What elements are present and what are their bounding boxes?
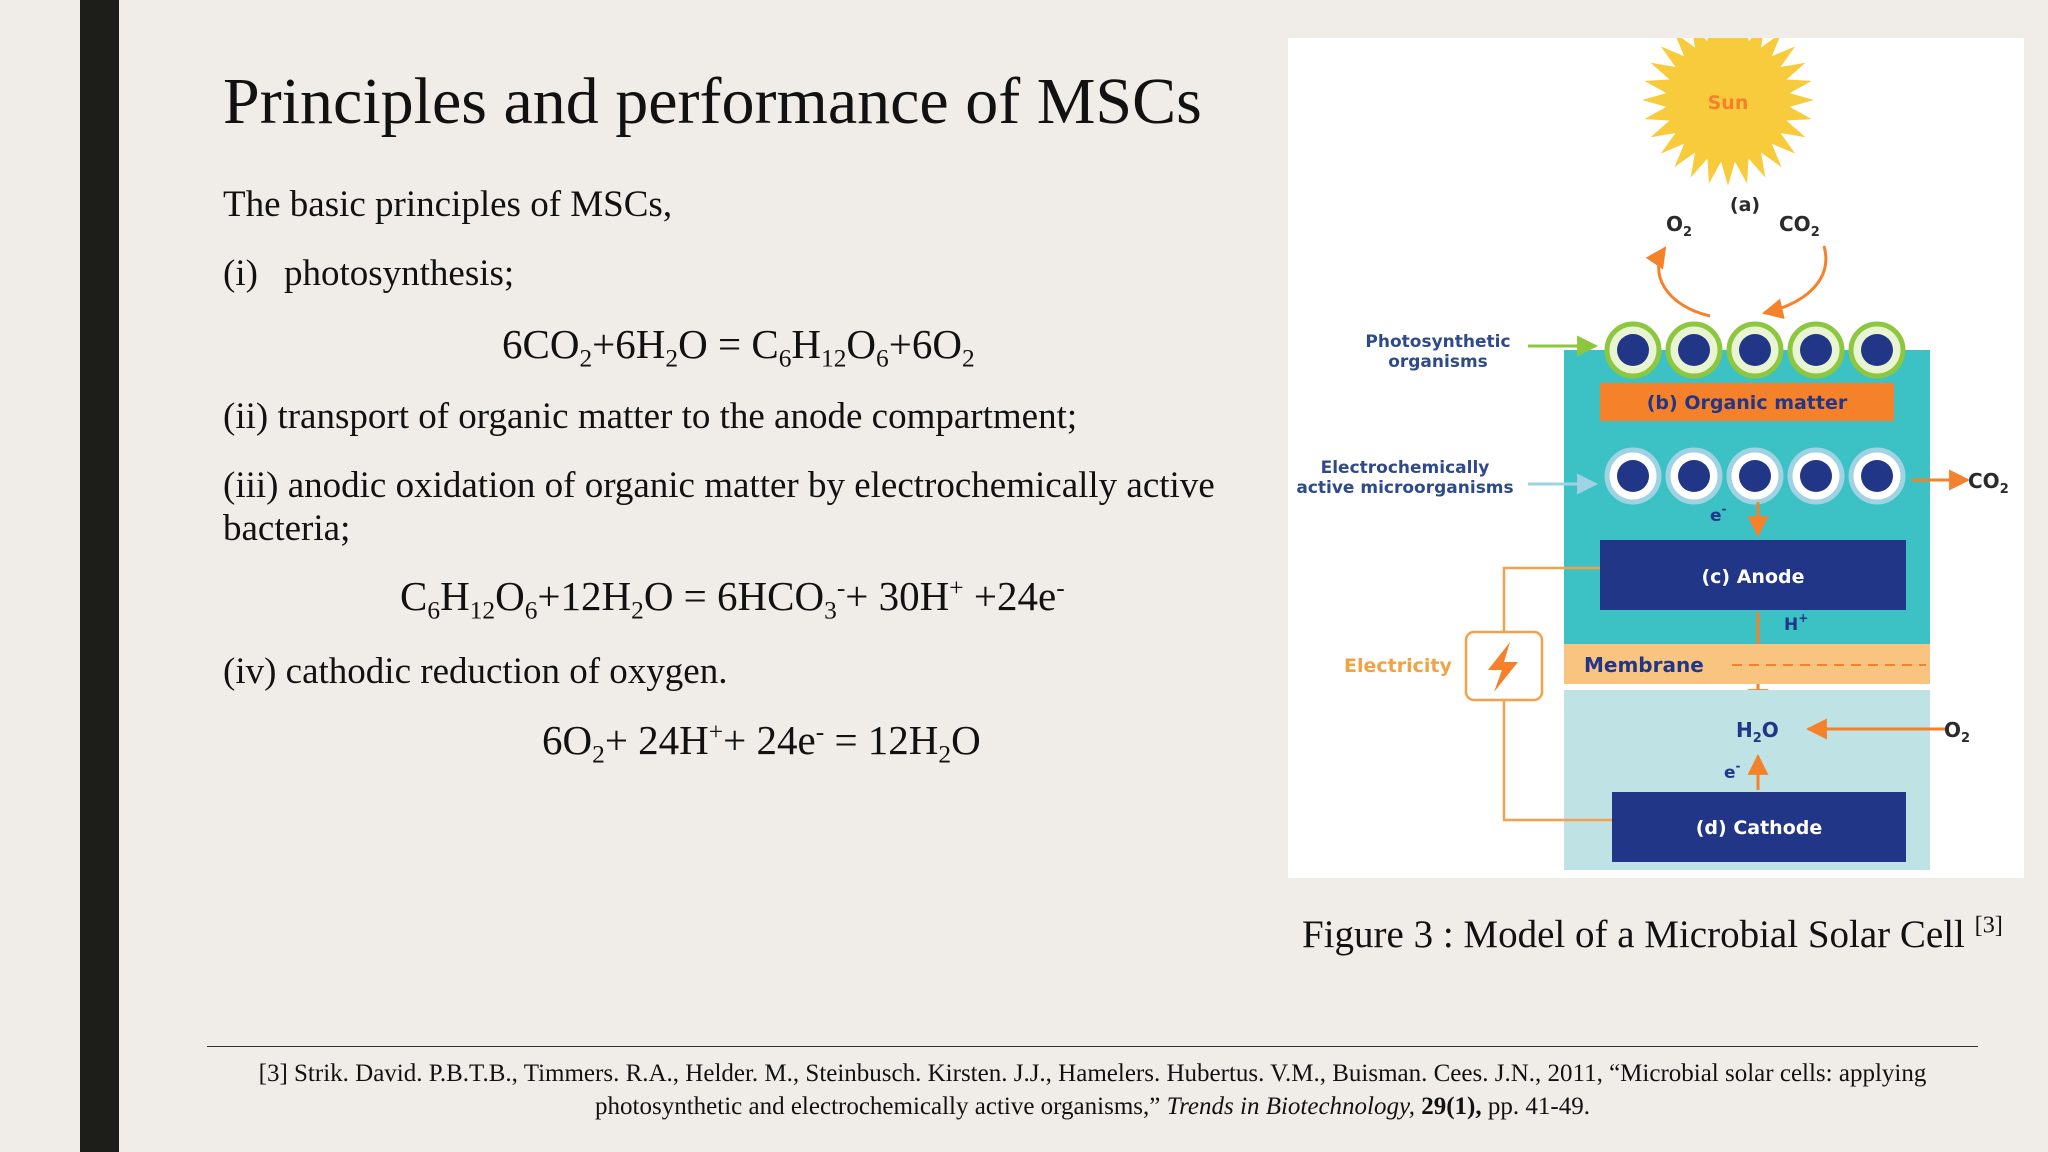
o2-label-top: $O_2$ — [1666, 212, 1693, 240]
left-accent-bar — [80, 0, 119, 1152]
photosynthetic-cell — [1729, 324, 1781, 376]
step-1-text: photosynthesis; — [283, 253, 515, 294]
label-a: (a) — [1729, 194, 1761, 216]
electroactive-cell — [1851, 450, 1903, 502]
reference-line-1: [3] Strik. David. P.B.T.B., Timmers. R.A., Helder. M., Steinbusch. Kirsten. J.J., Hamelers. Hubertus. V.M., Buisman. Cees. J.N., 2011, “Microbial solar cells: applying — [258, 1060, 1927, 1087]
caption-reference-marker: [3] — [1974, 911, 2003, 939]
photosynthetic-cell — [1668, 324, 1720, 376]
reference-line-2: photosynthetic and electrochemically active organisms,” Trends in Biotechnology, 29(1), pp. 41-49. — [595, 1092, 1590, 1120]
co2-uptake-arrow — [1764, 246, 1826, 313]
microbial-solar-cell-diagram — [1288, 38, 2024, 878]
photosynthetic-organisms-row — [1607, 324, 1903, 376]
electricity-label: Electricity — [1344, 655, 1452, 677]
equation-cathodic-reduction: $6O_2+ 24H^++ 24e^- = 12H_2O$ — [542, 717, 981, 769]
electroactive-cell — [1790, 450, 1842, 502]
photosynthetic-label-2: organisms — [1388, 352, 1488, 372]
intro-text: The basic principles of MSCs, — [223, 184, 673, 225]
figure-caption: Figure 3 : Model of a Microbial Solar Cell [3] — [1302, 911, 2003, 956]
organic-matter-label: (b) Organic matter — [1646, 392, 1848, 414]
sun-label: Sun — [1707, 92, 1749, 114]
co2-label-right: $CO_2$ — [1968, 469, 2009, 497]
electron-label-anode: e- — [1710, 502, 1727, 526]
electroactive-cell — [1607, 450, 1659, 502]
journal-name: Trends in Biotechnology, — [1166, 1092, 1415, 1120]
photosynthetic-cell — [1607, 324, 1659, 376]
anode-label: (c) Anode — [1701, 566, 1805, 588]
reference-divider — [207, 1046, 1978, 1047]
co2-label-top: $CO_2$ — [1779, 212, 1820, 240]
cathode-label: (d) Cathode — [1695, 817, 1823, 839]
electroactive-cell — [1729, 450, 1781, 502]
equation-anodic-oxidation: $C_6H_{12}O_6+12H_2O = 6HCO_3^-+ 30H^+ +24e^-$ — [400, 573, 1065, 625]
photosynthetic-cell — [1851, 324, 1903, 376]
electron-label-cathode: e- — [1724, 759, 1741, 783]
membrane-label: Membrane — [1584, 653, 1704, 677]
step-3-line-2: bacteria; — [223, 507, 351, 549]
water-label: $H_2O$ — [1736, 718, 1779, 746]
electroactive-microorganisms-row — [1607, 450, 1903, 502]
step-2: (ii) transport of organic matter to the anode compartment; — [223, 396, 1078, 437]
o2-release-arrow — [1659, 248, 1710, 316]
equation-photosynthesis: $6CO_2+6H_2O = C_6H_{12}O_6+6O_2$ — [502, 321, 975, 373]
o2-label-right: $O_2$ — [1944, 718, 1971, 746]
step-4: (iv) cathodic reduction of oxygen. — [223, 651, 728, 692]
electroactive-label-1: Electrochemically — [1320, 458, 1490, 478]
journal-volume: 29(1), — [1421, 1092, 1482, 1120]
photosynthetic-cell — [1790, 324, 1842, 376]
photosynthetic-label-1: Photosynthetic — [1365, 332, 1511, 352]
step-3-line-1: (iii) anodic oxidation of organic matter by electrochemically active — [223, 465, 1215, 506]
proton-label: H+ — [1784, 611, 1809, 635]
slide-title: Principles and performance of MSCs — [223, 65, 1202, 138]
electroactive-label-2: active microorganisms — [1296, 478, 1514, 498]
electroactive-cell — [1668, 450, 1720, 502]
reference-citation — [207, 1058, 1978, 1123]
step-1 — [223, 253, 514, 296]
step-3 — [223, 465, 1215, 550]
step-1-number: (i) — [223, 253, 258, 294]
